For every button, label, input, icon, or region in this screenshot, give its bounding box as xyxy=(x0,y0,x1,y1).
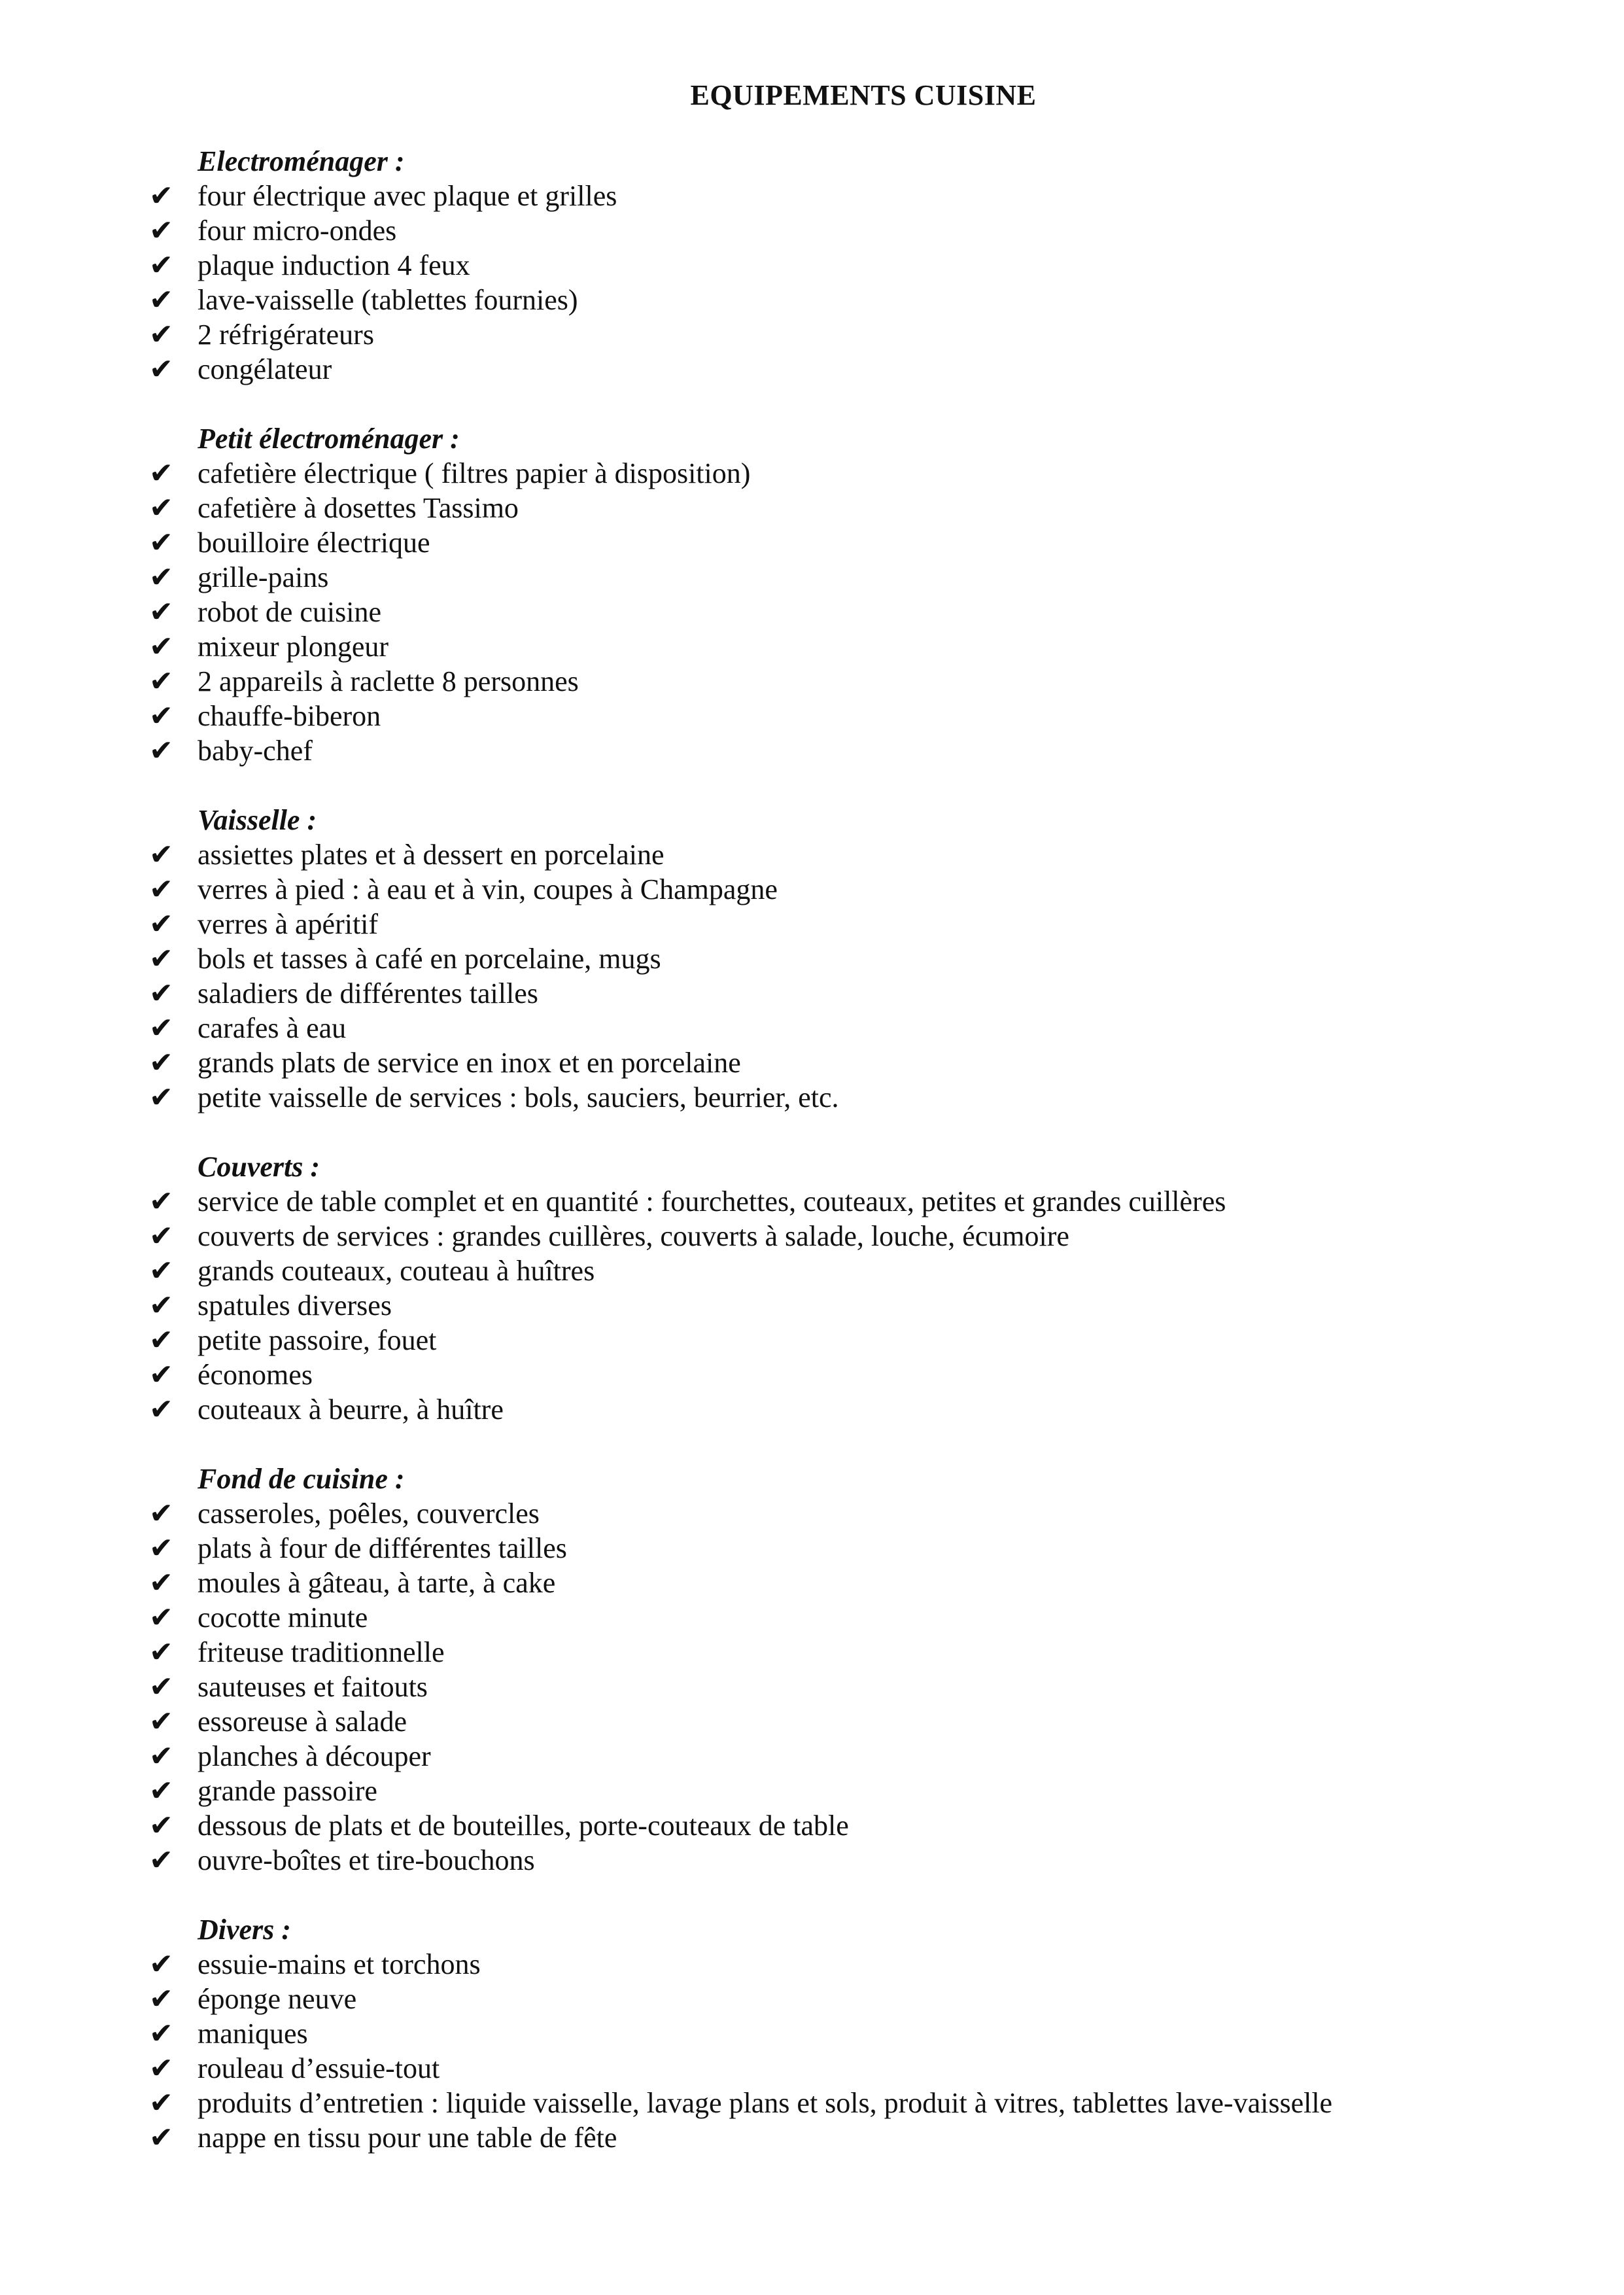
list-item xyxy=(149,1808,1523,1843)
list-item-text: plaque induction 4 feux xyxy=(198,249,470,281)
list-item-text: plats à four de différentes tailles xyxy=(198,1532,567,1564)
list-item-text: casseroles, poêles, couvercles xyxy=(198,1498,540,1530)
checkmark-icon: ✔ xyxy=(149,699,173,733)
checkmark-icon: ✔ xyxy=(149,353,173,386)
list-item xyxy=(149,1184,1523,1219)
checkmark-icon: ✔ xyxy=(149,283,173,317)
list-item-text: saladiers de différentes tailles xyxy=(198,977,538,1009)
checkmark-icon: ✔ xyxy=(149,1185,173,1218)
checkmark-icon: ✔ xyxy=(149,214,173,247)
checklist xyxy=(149,179,1523,387)
section-title: Couverts : xyxy=(198,1151,320,1183)
list-item xyxy=(149,2120,1523,2155)
list-item-text: bols et tasses à café en porcelaine, mugs xyxy=(198,943,661,975)
list-item-text: four micro-ondes xyxy=(198,215,397,247)
list-item-text: grille-pains xyxy=(198,561,329,593)
checkmark-icon: ✔ xyxy=(149,630,173,663)
checkmark-icon: ✔ xyxy=(149,942,173,975)
checkmark-icon: ✔ xyxy=(149,595,173,629)
list-item-text: éponge neuve xyxy=(198,1983,357,2015)
list-item-text: assiettes plates et à dessert en porcelaine xyxy=(198,839,665,871)
list-item xyxy=(149,2051,1523,2086)
checklist xyxy=(149,1496,1523,1878)
checkmark-icon: ✔ xyxy=(149,249,173,282)
list-item xyxy=(149,1531,1523,1566)
checkmark-icon: ✔ xyxy=(149,1254,173,1288)
section-title: Electroménager : xyxy=(198,145,405,177)
list-item-text: planches à découper xyxy=(198,1740,431,1772)
checkmark-icon: ✔ xyxy=(149,2017,173,2050)
checkmark-icon: ✔ xyxy=(149,977,173,1010)
list-item-text: moules à gâteau, à tarte, à cake xyxy=(198,1567,556,1599)
checkmark-icon: ✔ xyxy=(149,2052,173,2085)
checkmark-icon: ✔ xyxy=(149,1011,173,1045)
list-item xyxy=(149,1045,1523,1080)
list-item xyxy=(149,941,1523,976)
list-item xyxy=(149,1704,1523,1739)
list-item xyxy=(149,733,1523,768)
checkmark-icon: ✔ xyxy=(149,318,173,351)
document-content xyxy=(149,144,1523,2190)
list-item-text: maniques xyxy=(198,2018,308,2050)
checkmark-icon: ✔ xyxy=(149,179,173,213)
list-item-text: cafetière à dosettes Tassimo xyxy=(198,492,519,524)
list-item xyxy=(149,1392,1523,1427)
list-item-text: robot de cuisine xyxy=(198,596,382,628)
list-item-text: essoreuse à salade xyxy=(198,1706,407,1738)
checkmark-icon: ✔ xyxy=(149,561,173,594)
checkmark-icon: ✔ xyxy=(149,665,173,698)
list-item xyxy=(149,1011,1523,1045)
checkmark-icon: ✔ xyxy=(149,1948,173,1981)
list-item-text: économes xyxy=(198,1359,313,1391)
list-item-text: produits d’entretien : liquide vaisselle, lavage plans et sols, produit à vitres, tablettes lave-vaisselle xyxy=(198,2087,1333,2119)
list-item-text: bouilloire électrique xyxy=(198,527,430,559)
list-item xyxy=(149,2086,1523,2120)
list-item-text: couteaux à beurre, à huître xyxy=(198,1393,504,1426)
checkmark-icon: ✔ xyxy=(149,1982,173,2016)
list-item-text: service de table complet et en quantité : fourchettes, couteaux, petites et grandes cuillères xyxy=(198,1185,1226,1218)
checklist xyxy=(149,1947,1523,2155)
list-item xyxy=(149,1253,1523,1288)
section-title: Vaisselle : xyxy=(198,804,317,836)
section xyxy=(149,1912,1523,2155)
list-item-text: grands couteaux, couteau à huîtres xyxy=(198,1255,595,1287)
list-item-text: chauffe-biberon xyxy=(198,700,381,732)
list-item xyxy=(149,907,1523,941)
list-item-text: grande passoire xyxy=(198,1775,377,1807)
list-item xyxy=(149,491,1523,525)
list-item-text: nappe en tissu pour une table de fête xyxy=(198,2122,617,2154)
document-title: EQUIPEMENTS CUISINE xyxy=(690,79,1037,111)
list-item xyxy=(149,352,1523,387)
list-item xyxy=(149,1774,1523,1808)
checkmark-icon: ✔ xyxy=(149,1636,173,1669)
checkmark-icon: ✔ xyxy=(149,1289,173,1322)
list-item-text: petite passoire, fouet xyxy=(198,1324,437,1356)
list-item xyxy=(149,629,1523,664)
list-item xyxy=(149,1323,1523,1358)
checkmark-icon: ✔ xyxy=(149,2121,173,2154)
section xyxy=(149,1462,1523,1878)
list-item-text: couverts de services : grandes cuillères, couverts à salade, louche, écumoire xyxy=(198,1220,1069,1252)
list-item xyxy=(149,699,1523,733)
list-item-text: 2 réfrigérateurs xyxy=(198,319,374,351)
list-item xyxy=(149,456,1523,491)
list-item xyxy=(149,1219,1523,1253)
list-item-text: baby-chef xyxy=(198,735,313,767)
list-item-text: cafetière électrique ( filtres papier à disposition) xyxy=(198,457,751,489)
section-title: Fond de cuisine : xyxy=(198,1463,405,1495)
checklist xyxy=(149,837,1523,1115)
checkmark-icon: ✔ xyxy=(149,873,173,906)
section-title: Petit électroménager : xyxy=(198,423,460,455)
list-item-text: petite vaisselle de services : bols, sauciers, beurrier, etc. xyxy=(198,1081,839,1113)
list-item-text: congélateur xyxy=(198,353,332,385)
checkmark-icon: ✔ xyxy=(149,1809,173,1842)
list-item xyxy=(149,1600,1523,1635)
list-item xyxy=(149,1947,1523,1982)
checkmark-icon: ✔ xyxy=(149,1532,173,1565)
list-item xyxy=(149,1358,1523,1392)
list-item-text: cocotte minute xyxy=(198,1602,368,1634)
list-item xyxy=(149,664,1523,699)
checkmark-icon: ✔ xyxy=(149,838,173,871)
list-item xyxy=(149,872,1523,907)
list-item-text: carafes à eau xyxy=(198,1012,347,1044)
list-item xyxy=(149,179,1523,213)
list-item xyxy=(149,1982,1523,2016)
list-item xyxy=(149,2016,1523,2051)
list-item xyxy=(149,1496,1523,1531)
list-item xyxy=(149,837,1523,872)
list-item xyxy=(149,976,1523,1011)
list-item-text: four électrique avec plaque et grilles xyxy=(198,180,617,212)
checkmark-icon: ✔ xyxy=(149,1497,173,1530)
list-item-text: verres à apéritif xyxy=(198,908,379,940)
checkmark-icon: ✔ xyxy=(149,1219,173,1253)
checkmark-icon: ✔ xyxy=(149,1323,173,1357)
list-item xyxy=(149,1566,1523,1600)
checkmark-icon: ✔ xyxy=(149,1740,173,1773)
list-item xyxy=(149,1843,1523,1878)
checkmark-icon: ✔ xyxy=(149,2086,173,2120)
list-item xyxy=(149,283,1523,317)
checkmark-icon: ✔ xyxy=(149,491,173,525)
list-item xyxy=(149,1080,1523,1115)
list-item xyxy=(149,1288,1523,1323)
list-item xyxy=(149,525,1523,560)
list-item xyxy=(149,213,1523,248)
list-item-text: lave-vaisselle (tablettes fournies) xyxy=(198,284,578,316)
section xyxy=(149,803,1523,1115)
list-item-text: grands plats de service en inox et en porcelaine xyxy=(198,1047,741,1079)
section-title: Divers : xyxy=(198,1914,291,1946)
list-item-text: rouleau d’essuie-tout xyxy=(198,2052,440,2084)
checkmark-icon: ✔ xyxy=(149,1393,173,1426)
list-item xyxy=(149,1670,1523,1704)
section xyxy=(149,421,1523,768)
list-item xyxy=(149,1635,1523,1670)
checkmark-icon: ✔ xyxy=(149,1081,173,1114)
checkmark-icon: ✔ xyxy=(149,1358,173,1392)
list-item-text: essuie-mains et torchons xyxy=(198,1948,481,1980)
checkmark-icon: ✔ xyxy=(149,1774,173,1808)
checkmark-icon: ✔ xyxy=(149,1046,173,1079)
list-item xyxy=(149,317,1523,352)
checkmark-icon: ✔ xyxy=(149,457,173,490)
list-item-text: mixeur plongeur xyxy=(198,631,389,663)
list-item-text: sauteuses et faitouts xyxy=(198,1671,428,1703)
list-item xyxy=(149,1739,1523,1774)
checklist xyxy=(149,1184,1523,1427)
checkmark-icon: ✔ xyxy=(149,1601,173,1634)
section xyxy=(149,144,1523,387)
list-item-text: verres à pied : à eau et à vin, coupes à Champagne xyxy=(198,873,778,905)
checkmark-icon: ✔ xyxy=(149,1844,173,1877)
list-item xyxy=(149,560,1523,595)
list-item-text: spatules diverses xyxy=(198,1289,392,1322)
checklist xyxy=(149,456,1523,768)
list-item xyxy=(149,248,1523,283)
checkmark-icon: ✔ xyxy=(149,734,173,767)
checkmark-icon: ✔ xyxy=(149,1705,173,1738)
list-item-text: ouvre-boîtes et tire-bouchons xyxy=(198,1844,535,1876)
list-item-text: 2 appareils à raclette 8 personnes xyxy=(198,665,579,697)
list-item-text: friteuse traditionnelle xyxy=(198,1636,445,1668)
checkmark-icon: ✔ xyxy=(149,526,173,559)
checkmark-icon: ✔ xyxy=(149,907,173,941)
checkmark-icon: ✔ xyxy=(149,1566,173,1600)
checkmark-icon: ✔ xyxy=(149,1670,173,1704)
list-item-text: dessous de plats et de bouteilles, porte-couteaux de table xyxy=(198,1810,849,1842)
list-item xyxy=(149,595,1523,629)
section xyxy=(149,1149,1523,1427)
